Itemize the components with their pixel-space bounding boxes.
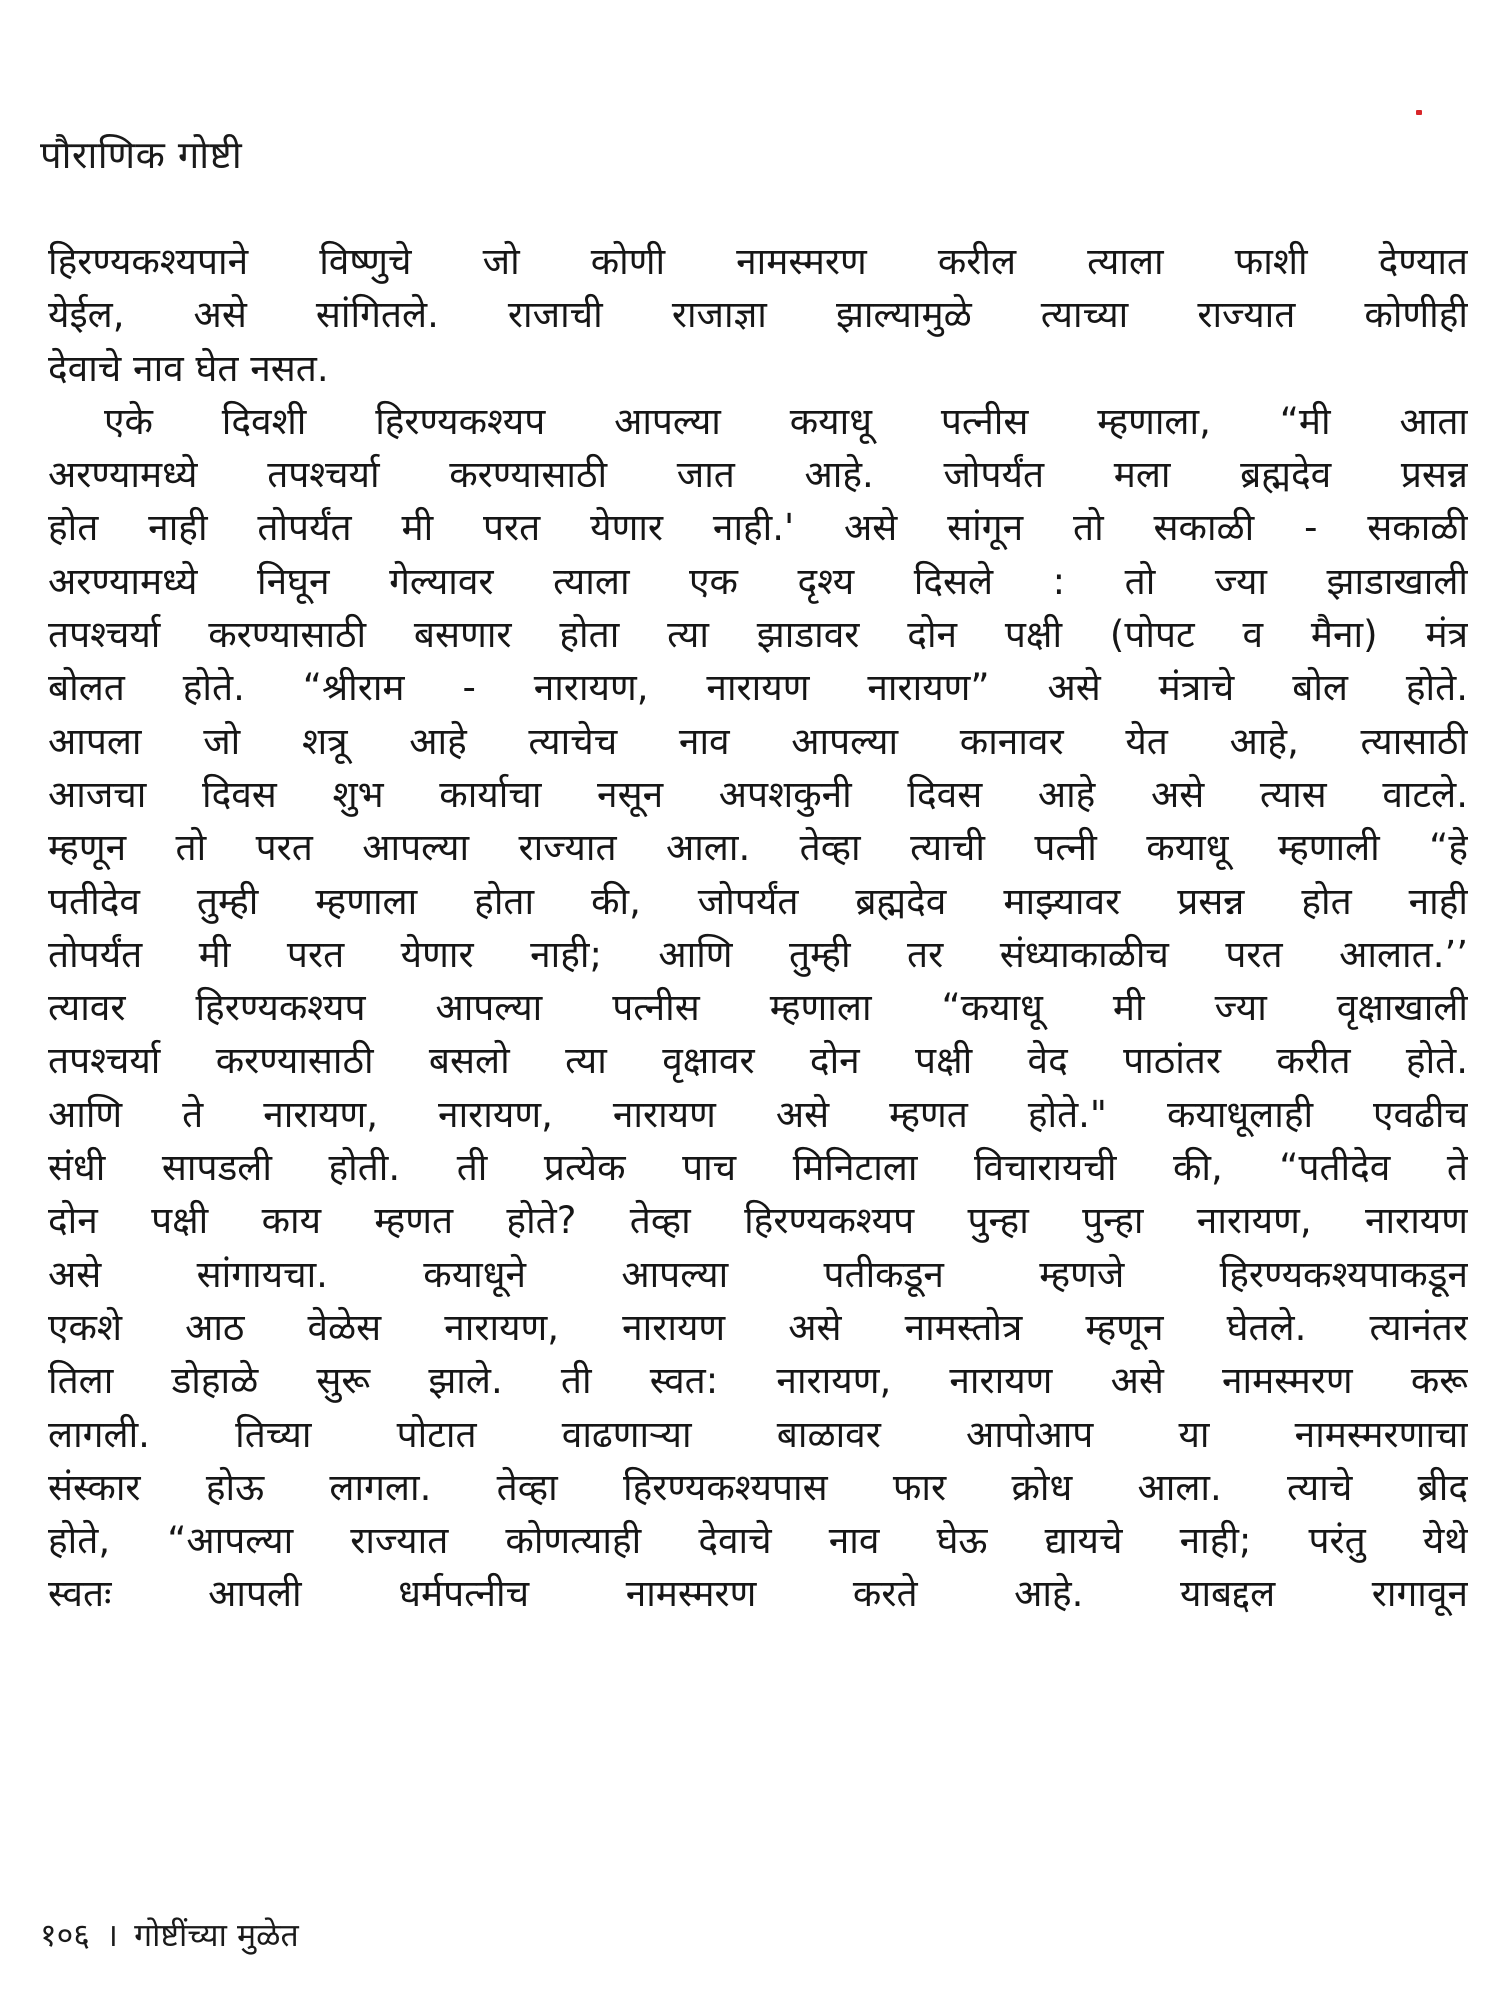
book-title: गोष्टींच्या मुळेत <box>134 1916 299 1954</box>
text-line: तपश्चर्या करण्यासाठी बसलो त्या वृक्षावर दोन पक्षी वेद पाठांतर करीत होते. <box>48 1039 1468 1083</box>
body-text <box>48 235 1468 1621</box>
text-line: एके दिवशी हिरण्यकश्यप आपल्या कयाधू पत्नीस म्हणाला, “मी आता <box>104 399 1468 443</box>
text-line: हिरण्यकश्यपाने विष्णुचे जो कोणी नामस्मरण करील त्याला फाशी देण्यात <box>48 240 1468 283</box>
text-line: आणि ते नारायण, नारायण, नारायण असे म्हणत होते." कयाधूलाही एवढीच <box>48 1092 1468 1136</box>
text-line: दोन पक्षी काय म्हणत होते? तेव्हा हिरण्यकश्यप पुन्हा पुन्हा नारायण, नारायण <box>48 1199 1468 1243</box>
text-line: त्यावर हिरण्यकश्यप आपल्या पत्नीस म्हणाला “कयाधू मी ज्या वृक्षाखाली <box>48 986 1468 1030</box>
text-line: अरण्यामध्ये तपश्चर्या करण्यासाठी जात आहे. जोपर्यंत मला ब्रह्मदेव प्रसन्न <box>48 453 1468 497</box>
text-line: तपश्चर्या करण्यासाठी बसणार होता त्या झाडावर दोन पक्षी (पोपट व मैना) मंत्र <box>48 613 1468 657</box>
text-line: संस्कार होऊ लागला. तेव्हा हिरण्यकश्यपास फार क्रोध आला. त्याचे ब्रीद <box>48 1465 1468 1509</box>
text-line: येईल, असे सांगितले. राजाची राजाज्ञा झाल्यामुळे त्याच्या राज्यात कोणीही <box>48 293 1468 337</box>
text-line: आजचा दिवस शुभ कार्याचा नसून अपशकुनी दिवस आहे असे त्यास वाटले. <box>48 772 1468 816</box>
text-line: असे सांगायचा. कयाधूने आपल्या पतीकडून म्हणजे हिरण्यकश्यपाकडून <box>48 1252 1468 1296</box>
red-ink-mark <box>1416 110 1422 115</box>
text-line: बोलत होते. “श्रीराम - नारायण, नारायण नारायण” असे मंत्राचे बोल होते. <box>48 666 1468 710</box>
text-line: संधी सापडली होती. ती प्रत्येक पाच मिनिटाला विचारायची की, “पतीदेव ते <box>48 1146 1468 1190</box>
text-line: पतीदेव तुम्ही म्हणाला होता की, जोपर्यंत ब्रह्मदेव माझ्यावर प्रसन्न होत नाही <box>48 879 1468 923</box>
footer-separator: । <box>105 1916 119 1954</box>
page-footer <box>40 1915 299 1955</box>
text-line: लागली. तिच्या पोटात वाढणाऱ्या बाळावर आपोआप या नामस्मरणाचा <box>48 1412 1468 1456</box>
text-line: तोपर्यंत मी परत येणार नाही; आणि तुम्ही तर संध्याकाळीच परत आलात.’’ <box>48 932 1468 976</box>
page-header-title: पौराणिक गोष्टी <box>40 133 243 177</box>
text-line: अरण्यामध्ये निघून गेल्यावर त्याला एक दृश्य दिसले : तो ज्या झाडाखाली <box>48 559 1468 603</box>
text-line: स्वतः आपली धर्मपत्नीच नामस्मरण करते आहे. याबद्दल रागावून <box>48 1572 1468 1616</box>
text-line: होत नाही तोपर्यंत मी परत येणार नाही.' असे सांगून तो सकाळी - सकाळी <box>48 506 1468 550</box>
text-line: आपला जो शत्रू आहे त्याचेच नाव आपल्या कानावर येत आहे, त्यासाठी <box>48 719 1468 763</box>
page-number: १०६ <box>40 1916 90 1954</box>
text-line: एकशे आठ वेळेस नारायण, नारायण असे नामस्तोत्र म्हणून घेतले. त्यानंतर <box>48 1305 1468 1349</box>
text-line: तिला डोहाळे सुरू झाले. ती स्वत: नारायण, नारायण असे नामस्मरण करू <box>48 1359 1468 1403</box>
text-line: होते, “आपल्या राज्यात कोणत्याही देवाचे नाव घेऊ द्यायचे नाही; परंतु येथे <box>48 1519 1468 1563</box>
text-line: म्हणून तो परत आपल्या राज्यात आला. तेव्हा त्याची पत्नी कयाधू म्हणाली “हे <box>48 826 1468 870</box>
text-line: देवाचे नाव घेत नसत. <box>48 346 329 390</box>
